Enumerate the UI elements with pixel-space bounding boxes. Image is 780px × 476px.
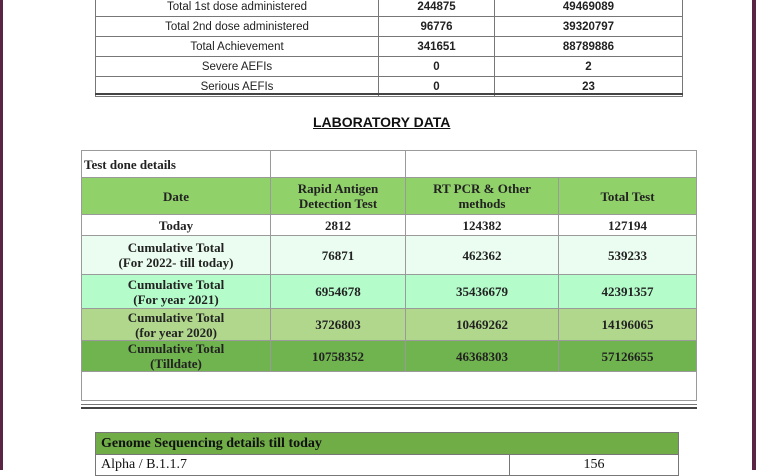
row-date: [82, 236, 271, 275]
vaccination-table: [95, 0, 683, 97]
today-value: 0: [379, 57, 495, 77]
table-header-row: [82, 178, 697, 215]
row-date: [82, 309, 271, 341]
total-value: 57126655: [559, 341, 697, 372]
table-row: [82, 275, 697, 309]
document-page: [3, 0, 752, 470]
table-row: [82, 215, 697, 236]
table-bottom-rule: [81, 407, 697, 409]
row-label: Total 1st dose administered: [96, 0, 379, 17]
genome-header-row: [96, 433, 679, 455]
today-value: 341651: [379, 37, 495, 57]
row-date-line: (For 2022- till today): [118, 255, 234, 270]
row-label: Total Achievement: [96, 37, 379, 57]
header-rapid-antigen: [271, 178, 406, 215]
cumulative-value: 23: [495, 77, 683, 97]
table-bottom-rule: [81, 404, 697, 405]
header-line: Rapid Antigen: [297, 181, 379, 196]
table-row: [96, 17, 683, 37]
cumulative-value: 2: [495, 57, 683, 77]
row-date: Today: [82, 215, 271, 236]
table-caption: Test done details: [82, 151, 271, 178]
header-date: Date: [82, 178, 271, 215]
header-line: RT PCR & Other: [433, 181, 531, 196]
cumulative-value: 88789886: [495, 37, 683, 57]
table-row: [82, 309, 697, 341]
row-date-line: Cumulative Total: [127, 309, 225, 325]
total-value: 42391357: [559, 275, 697, 309]
table-bottom-rule: [95, 93, 683, 95]
rtpcr-value: 124382: [406, 215, 559, 236]
row-date-line: (Tilldate): [150, 356, 202, 371]
caption-spacer: [271, 151, 406, 178]
header-line: Detection Test: [298, 196, 378, 211]
today-value: 0: [379, 77, 495, 97]
laboratory-table: [81, 150, 697, 401]
blank-cell: [82, 372, 697, 401]
row-date: [82, 275, 271, 309]
rtpcr-value: 35436679: [406, 275, 559, 309]
total-value: 539233: [559, 236, 697, 275]
genome-title: Genome Sequencing details till today: [96, 433, 679, 455]
cumulative-value: 39320797: [495, 17, 683, 37]
total-value: 127194: [559, 215, 697, 236]
rtpcr-value: 10469262: [406, 309, 559, 341]
row-date-line: Cumulative Total: [127, 341, 225, 356]
today-value: 244875: [379, 0, 495, 17]
header-rt-pcr: [406, 178, 559, 215]
today-value: 96776: [379, 17, 495, 37]
table-row: [82, 341, 697, 372]
laboratory-data-heading: LABORATORY DATA: [313, 114, 451, 130]
variant-name: Alpha / B.1.1.7: [96, 455, 510, 476]
row-date-line: Cumulative Total: [127, 276, 225, 292]
total-value: 14196065: [559, 309, 697, 341]
table-row: [96, 37, 683, 57]
header-line: methods: [458, 196, 506, 211]
row-date-line: (for year 2020): [135, 324, 217, 340]
table-row: [96, 57, 683, 77]
table-caption-row: [82, 151, 697, 178]
rtpcr-value: 46368303: [406, 341, 559, 372]
table-row: [96, 455, 679, 476]
rapid-value: 2812: [271, 215, 406, 236]
table-blank-row: [82, 372, 697, 401]
table-row: [82, 236, 697, 275]
rapid-value: 10758352: [271, 341, 406, 372]
row-label: Serious AEFIs: [96, 77, 379, 97]
rapid-value: 3726803: [271, 309, 406, 341]
rtpcr-value: 462362: [406, 236, 559, 275]
page-border-right: [752, 0, 756, 470]
row-label: Total 2nd dose administered: [96, 17, 379, 37]
row-date: [82, 341, 271, 372]
rapid-value: 76871: [271, 236, 406, 275]
row-label: Severe AEFIs: [96, 57, 379, 77]
cumulative-value: 49469089: [495, 0, 683, 17]
rapid-value: 6954678: [271, 275, 406, 309]
row-date-line: (For year 2021): [133, 291, 219, 307]
variant-count: 156: [510, 455, 679, 476]
caption-spacer: [406, 151, 697, 178]
table-row: [96, 0, 683, 17]
row-date-line: Cumulative Total: [127, 240, 225, 255]
genome-sequencing-table: [95, 432, 679, 476]
header-total-test: Total Test: [559, 178, 697, 215]
